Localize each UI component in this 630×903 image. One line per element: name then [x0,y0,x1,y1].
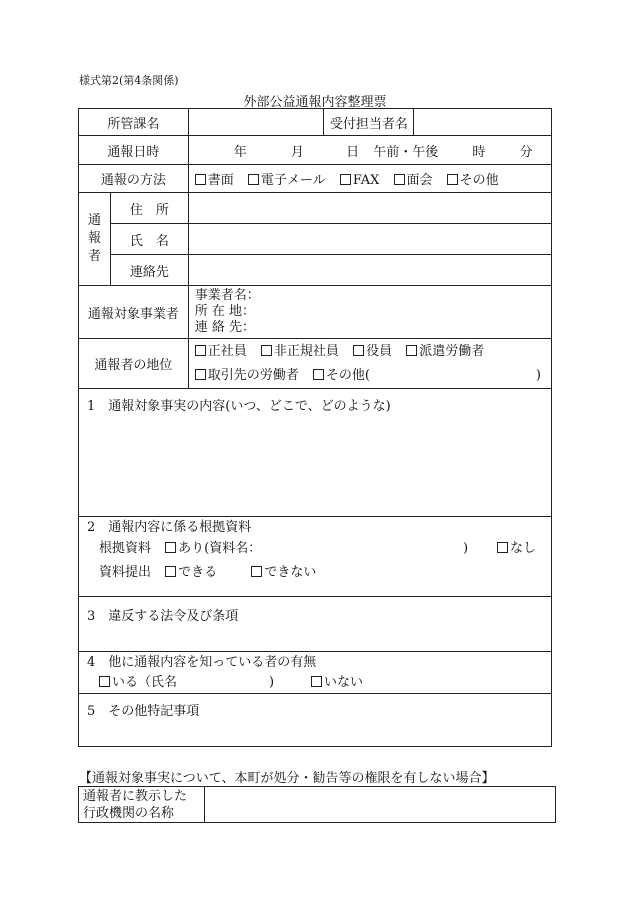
evidence-no-option[interactable]: なし [497,537,536,561]
checkbox[interactable] [248,174,259,185]
aware-no-option[interactable]: いない [311,673,363,693]
agency-label: 通報者に教示した 行政機関の名称 [79,787,205,823]
aware-close-paren: ) [269,675,275,690]
contact-line: 連 絡 先： [194,320,256,335]
checkbox[interactable] [394,174,405,185]
form-number: 様式第2(第4条関係) [79,74,179,87]
location-line: 所 在 地： [194,304,256,319]
section-3-title: 3 違反する法令及び条項 [87,609,239,624]
checkbox[interactable] [99,676,110,687]
method-options [188,165,551,193]
section-4 [79,652,552,694]
report-form-table [78,108,552,747]
checkbox[interactable] [165,566,176,577]
datetime-field[interactable] [188,136,551,165]
method-option[interactable]: 電子メール [248,173,326,188]
position-option-other[interactable]: その他( [313,368,370,383]
name-label: 氏 名 [110,224,188,255]
close-paren: ) [535,367,541,383]
submit-label: 資料提出 [99,565,152,580]
section-4-title: 4 他に通報内容を知っている者の有無 [87,655,317,670]
checkbox[interactable] [406,345,417,356]
contact-field[interactable] [188,255,551,286]
day-text: 日 [346,144,360,160]
month-text: 月 [290,144,304,160]
position-label: 通報者の地位 [79,339,189,389]
target-label: 通報対象事業者 [79,286,189,339]
staff-label: 受付担当者名 [324,109,414,136]
staff-field[interactable] [414,109,552,136]
page-title: 外部公益通報内容整理票 [243,95,387,110]
checkbox[interactable] [261,345,272,356]
checkbox[interactable] [165,542,176,553]
checkbox[interactable] [353,345,364,356]
datetime-label: 通報日時 [79,136,189,165]
submit-yes-option[interactable]: できる [165,565,217,580]
reporter-group-label: 通報者 [79,193,111,286]
section-5-title: 5 その他特記事項 [87,704,200,719]
section-1-title: 1 通報対象事実の内容(いつ、どこで、どのような) [87,399,391,414]
checkbox[interactable] [311,676,322,687]
checkbox[interactable] [447,174,458,185]
position-option[interactable]: 非正規社員 [261,344,339,359]
dept-label: 所管課名 [79,109,189,136]
section-2-title: 2 通報内容に係る根拠資料 [87,520,252,535]
method-option[interactable]: 書面 [195,173,234,188]
dept-field[interactable] [188,109,324,136]
method-option[interactable]: 面会 [394,173,433,188]
checkbox[interactable] [313,369,324,380]
year-text: 年 [233,144,247,160]
hour-text: 時 [472,144,486,160]
position-option[interactable]: 派遣労働者 [406,344,484,359]
checkbox[interactable] [497,542,508,553]
minute-text: 分 [519,144,533,160]
position-option[interactable]: 正社員 [195,344,247,359]
checkbox[interactable] [195,345,206,356]
submit-no-option[interactable]: できない [251,565,316,580]
agency-field[interactable] [204,787,555,823]
jurisdiction-notice: 【通報対象事実について、本町が処分・勧告等の権限を有しない場合】 [79,771,495,786]
method-option[interactable]: その他 [447,173,499,188]
contact-label: 連絡先 [110,255,188,286]
section-5[interactable] [79,694,552,747]
address-field[interactable] [188,193,551,224]
evidence-close-paren: ) [463,541,469,556]
position-options [188,339,551,389]
evidence-label: 根拠資料 [99,541,152,556]
checkbox[interactable] [251,566,262,577]
checkbox[interactable] [340,174,351,185]
section-2 [79,517,552,597]
checkbox[interactable] [195,369,206,380]
evidence-yes-option[interactable]: あり(資料名： [165,541,261,556]
address-label: 住 所 [110,193,188,224]
section-1[interactable] [79,389,552,517]
target-field[interactable] [188,286,551,339]
aware-yes-option[interactable]: いる（氏名 [99,675,177,690]
method-label: 通報の方法 [79,165,189,193]
ampm-text: 午前・午後 [373,144,439,160]
checkbox[interactable] [195,174,206,185]
business-name-line: 事業者名： [194,288,260,303]
name-field[interactable] [188,224,551,255]
position-option[interactable]: 役員 [353,344,392,359]
agency-table [78,786,556,823]
position-option[interactable]: 取引先の労働者 [195,368,299,383]
section-3[interactable] [79,597,552,652]
method-option[interactable]: FAX [340,173,380,188]
